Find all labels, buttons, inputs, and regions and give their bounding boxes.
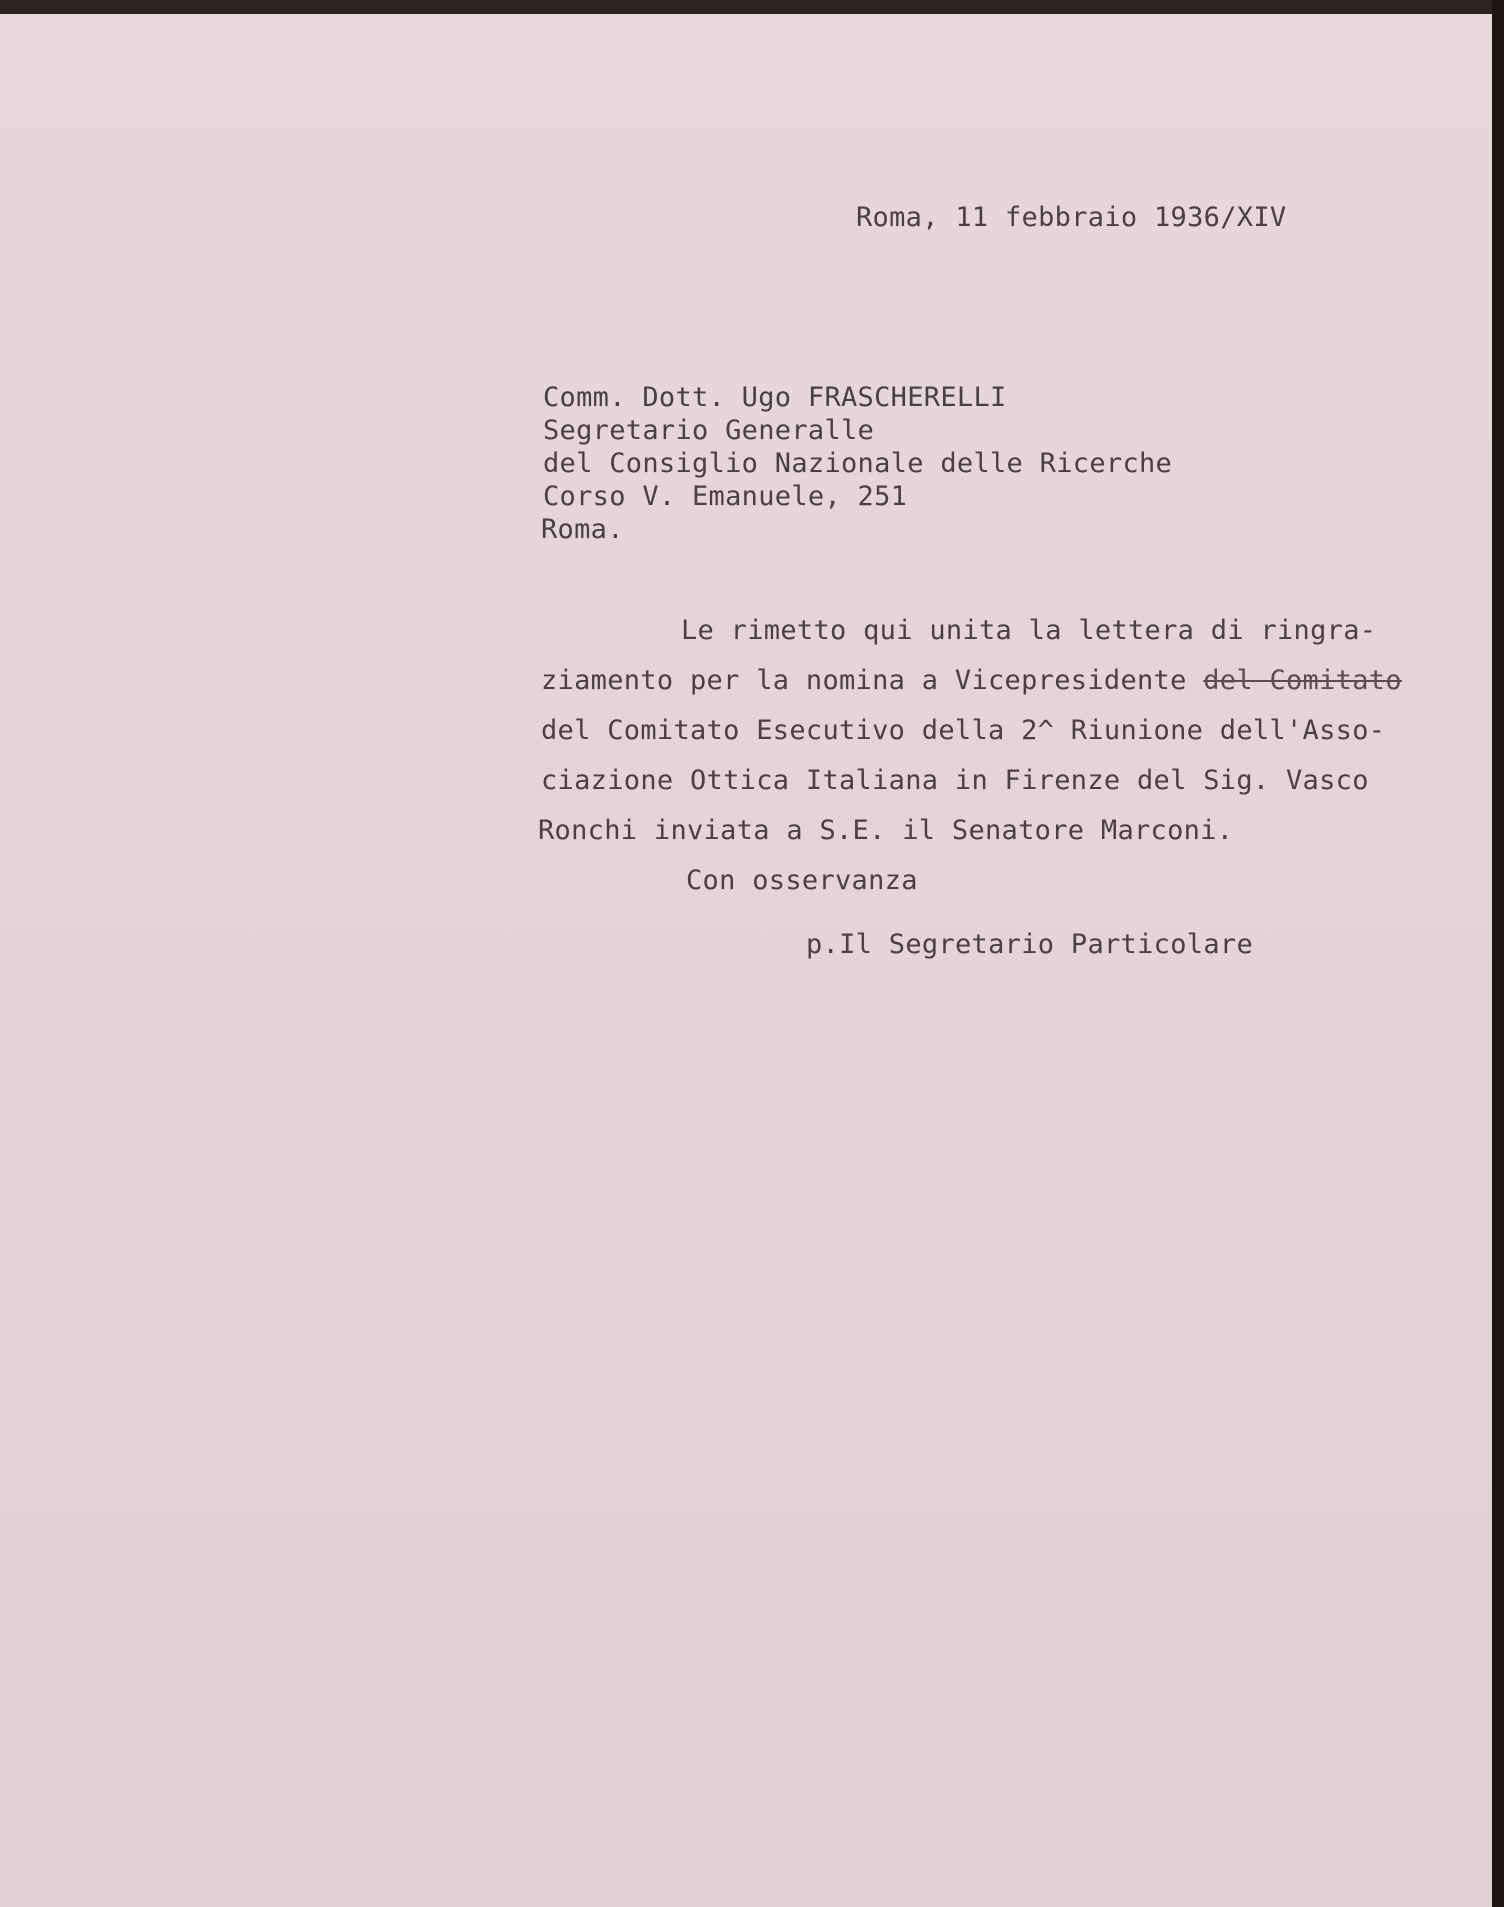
closing: Con osservanza (686, 865, 918, 896)
body-line-2 (541, 667, 1402, 694)
recipient-line-4: Corso V. Emanuele, 251 (543, 481, 908, 512)
recipient-line-3: del Consiglio Nazionale delle Ricerche (543, 448, 1173, 479)
letter-page (0, 14, 1492, 1907)
scan-top-edge (0, 0, 1504, 14)
body-line-5: Ronchi inviata a S.E. il Senatore Marconi. (538, 815, 1234, 846)
recipient-line-5: Roma. (541, 514, 624, 545)
struck-out-text: del Comitato (1203, 665, 1402, 696)
body-line-2-text: ziamento per la nomina a Vicepresidente (541, 665, 1204, 696)
scan-right-edge (1492, 0, 1504, 1907)
dateline: Roma, 11 febbraio 1936/XIV (856, 202, 1287, 233)
recipient-line-2: Segretario Generalle (543, 415, 875, 446)
recipient-line-1: Comm. Dott. Ugo FRASCHERELLI (543, 382, 1007, 413)
signature-line: p.Il Segretario Particolare (806, 929, 1253, 960)
body-line-4: ciazione Ottica Italiana in Firenze del Sig. Vasco (541, 765, 1369, 796)
body-line-3: del Comitato Esecutivo della 2^ Riunione dell'Asso- (541, 715, 1386, 746)
body-line-1: Le rimetto qui unita la lettera di ringra- (681, 615, 1377, 646)
